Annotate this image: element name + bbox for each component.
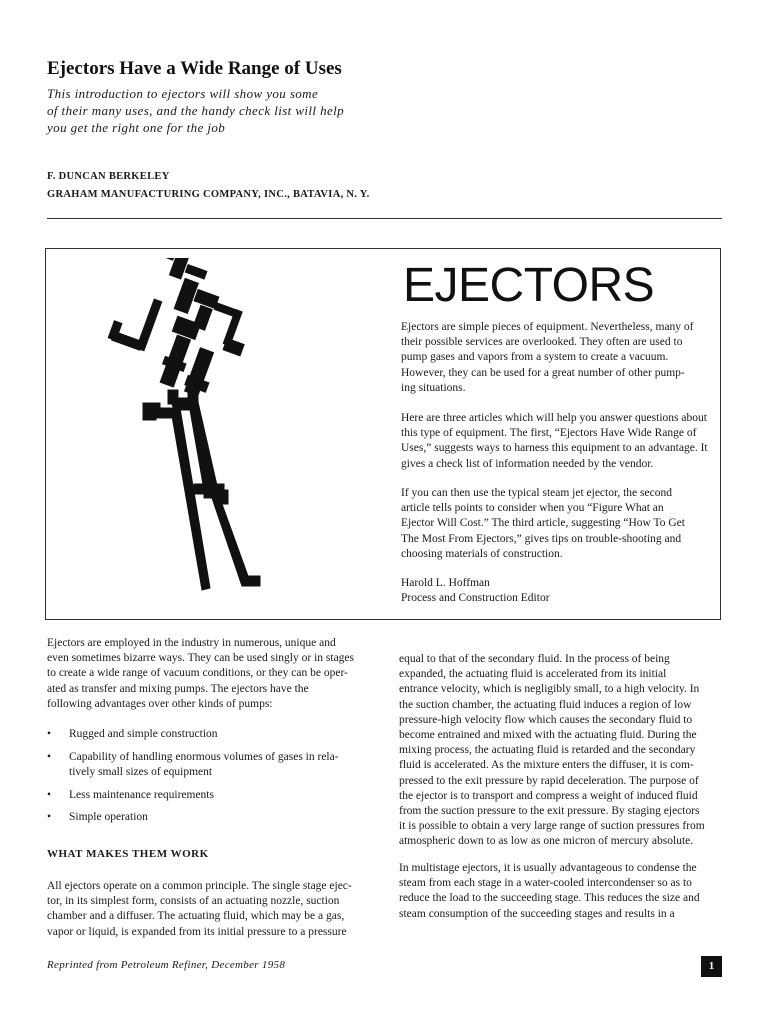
text-line: pressed to the exit pressure by rapid deceleration. The purpose of: [399, 774, 699, 787]
editor-signature: [401, 576, 713, 606]
sidebar-heading: EJECTORS: [403, 259, 655, 312]
author-block: [47, 168, 370, 204]
text-line: mixing process, the actuating fluid is retarded and the secondary: [399, 744, 696, 757]
text-line: chamber and a diffuser. The actuating fluid, which may be a gas,: [47, 910, 345, 923]
text-line: atmospheric down to as low as one micron of mercury absolute.: [399, 835, 694, 848]
bullet-mark: •: [47, 728, 52, 740]
page-number: 1: [701, 956, 722, 977]
left-column-paragraph: [47, 636, 367, 712]
text-line: pump gases and vapors from a system to create a vacuum.: [401, 351, 669, 364]
text-line: Less maintenance requirements: [69, 789, 214, 801]
text-line: steam from each stage in a water-cooled intercondenser so as to: [399, 877, 692, 890]
article-title: Ejectors Have a Wide Range of Uses: [47, 58, 342, 79]
right-column-paragraph: [399, 861, 719, 922]
text-line: their possible services are overlooked. They often are used to: [401, 336, 683, 349]
sidebar-paragraph: [401, 411, 713, 472]
text-line: In multistage ejectors, it is usually advantageous to condense the: [399, 862, 697, 874]
intro-line: This introduction to ejectors will show you some: [47, 86, 319, 101]
text-line: choosing materials of construction.: [401, 547, 563, 560]
right-column-paragraph: [399, 652, 719, 850]
text-line: following advantages over other kinds of pumps:: [47, 697, 273, 710]
bullet-text: [69, 727, 367, 742]
text-line: become entrained and mixed with the actuating fluid. During the: [399, 729, 697, 742]
bullet-text: [69, 750, 367, 780]
text-line: the ejector is to transport and compress a weight of induced fluid: [399, 789, 698, 802]
bullet-mark: •: [47, 811, 52, 823]
bullet-text: [69, 788, 367, 803]
text-line: tor, in its simplest form, consists of an actuating nozzle, suction: [47, 895, 340, 908]
section-subheading: WHAT MAKES THEM WORK: [47, 848, 209, 860]
text-line: the suction chamber, the actuating fluid induces a region of low: [399, 698, 692, 711]
text-line: reduce the load to the succeeding stage. This reduces the size and: [399, 892, 700, 905]
bullet-mark: •: [47, 789, 52, 801]
text-line: All ejectors operate on a common principle. The single stage ejec-: [47, 880, 352, 892]
text-line: Ejectors are employed in the industry in numerous, unique and: [47, 637, 336, 649]
article-intro: [47, 85, 377, 136]
text-line: Ejector Will Cost.” The third article, suggesting “How To Get: [401, 517, 685, 530]
text-line: entrance velocity, which is negligibly small, to a high velocity. In: [399, 683, 700, 696]
bullet-text: [69, 810, 367, 825]
signature-title: Process and Construction Editor: [401, 592, 550, 605]
text-line: Simple operation: [69, 811, 148, 823]
text-line: ated as transfer and mixing pumps. The ejectors have the: [47, 682, 309, 695]
text-line: Rugged and simple construction: [69, 728, 218, 740]
text-line: tively small sizes of equipment: [69, 766, 213, 779]
text-line: If you can then use the typical steam jet ejector, the second: [401, 487, 672, 499]
reprint-source: Reprinted from Petroleum Refiner, December 1958: [47, 959, 286, 971]
author-name: F. DUNCAN BERKELEY: [47, 171, 170, 182]
text-line: steam consumption of the succeeding stages and results in a: [399, 907, 675, 920]
text-line: fluid is accelerated. As the mixture enters the diffuser, it is com-: [399, 759, 694, 772]
ejector-illustration: [70, 258, 300, 608]
text-line: it is possible to obtain a very large range of suction pressures from: [399, 820, 705, 833]
text-line: expanded, the actuating fluid is accelerated from its initial: [399, 668, 667, 681]
text-line: However, they can be used for a great number of other pump-: [401, 366, 685, 379]
text-line: equal to that of the secondary fluid. In the process of being: [399, 653, 670, 665]
text-line: vapor or liquid, is expanded from its initial pressure to a pressure: [47, 925, 347, 938]
signature-name: Harold L. Hoffman: [401, 577, 490, 589]
text-line: even sometimes bizarre ways. They can be used singly or in stages: [47, 652, 355, 665]
text-line: Uses,” suggests ways to harness this equipment to an advantage. It: [401, 442, 708, 455]
text-line: pressure-high velocity flow which causes the secondary fluid to: [399, 713, 693, 726]
text-line: Here are three articles which will help you answer questions about: [401, 412, 707, 424]
text-line: Capability of handling enormous volumes of gases in rela-: [69, 751, 339, 763]
text-line: to create a wide range of vacuum conditions, or they can be oper-: [47, 667, 348, 680]
intro-line: of their many uses, and the handy check list will help: [47, 103, 345, 118]
bullet-mark: •: [47, 751, 52, 763]
text-line: from the suction pressure to the exit pressure. By staging ejectors: [399, 805, 700, 818]
left-column-paragraph: [47, 879, 367, 940]
author-affiliation: GRAHAM MANUFACTURING COMPANY, INC., BATAVIA, N. Y.: [47, 189, 370, 200]
text-line: this type of equipment. The first, “Ejectors Have Wide Range of: [401, 427, 697, 440]
sidebar-paragraph: [401, 486, 713, 562]
text-line: Ejectors are simple pieces of equipment. Nevertheless, many of: [401, 321, 694, 333]
header-divider: [47, 218, 722, 219]
sidebar-paragraph: [401, 320, 713, 396]
intro-line: you get the right one for the job: [47, 120, 226, 135]
text-line: article tells points to consider when you “Figure What an: [401, 502, 664, 515]
text-line: The Most From Ejectors,” gives tips on trouble-shooting and: [401, 532, 682, 545]
text-line: ing situations.: [401, 381, 466, 394]
text-line: gives a check list of information needed by the vendor.: [401, 457, 654, 470]
